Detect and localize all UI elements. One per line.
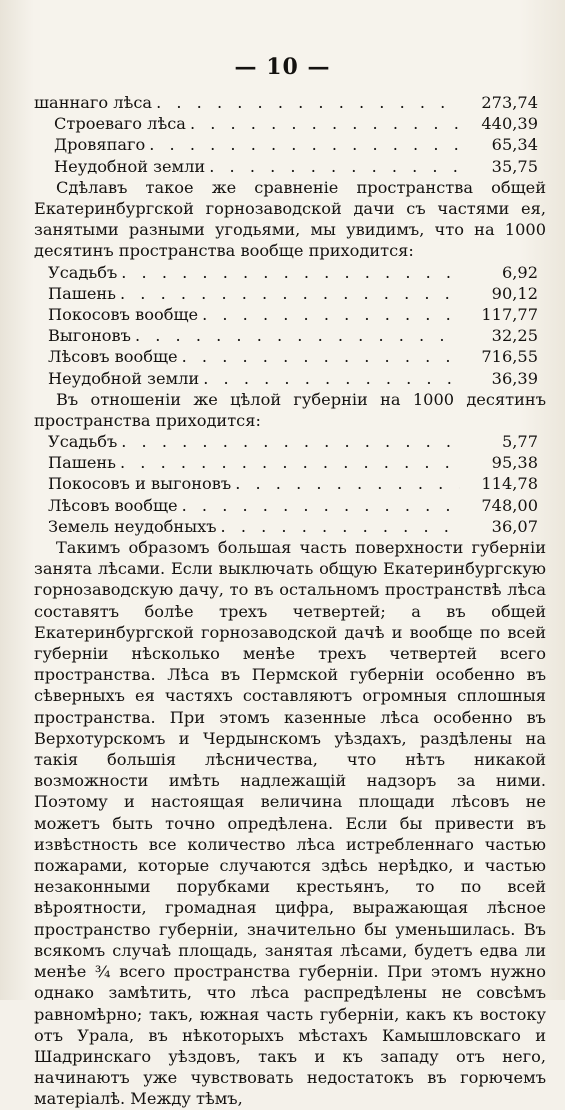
item-value: 36,07 [491,516,538,536]
leader-dots [209,156,460,177]
item-value: 440,39 [481,114,538,134]
page-number: — 10 — [234,54,331,80]
leader-dots [235,473,460,494]
item-value: 716,55 [481,347,538,367]
leader-dots [202,304,460,325]
list-ekaterinburg-dacha [34,262,546,389]
page-text [34,92,546,1110]
list-whole-province [34,431,546,537]
item-label: Покосовъ и выгоновъ [48,474,232,494]
item-label: Пашень [48,283,116,303]
item-label: Земель неудобныхъ [48,516,217,536]
list-item [34,134,546,155]
leader-dots [149,134,460,155]
list-item [34,113,546,134]
item-value: 748,00 [481,495,538,515]
leader-dots [190,113,460,134]
list-item [34,452,546,473]
item-label: Усадьбъ [48,432,118,452]
item-value: 117,77 [481,304,538,324]
leader-dots [182,495,460,516]
item-value: 273,74 [481,93,538,112]
list-item [34,431,546,452]
item-value: 32,25 [491,326,538,346]
leader-dots [182,346,460,367]
item-value: 6,92 [501,262,538,282]
paragraph-comparison: Сдѣлавъ такое же сравненіе пространства общей Екатеринбургской горнозаводской дачи съ частями ея, занятыми разными угодьями, мы увидимъ, что на 1000 десятинъ пространства вообще приходится: [34,177,546,261]
item-label: Выгоновъ [48,326,131,346]
item-label: Лѣсовъ вообще [48,495,178,515]
item-value: 5,77 [501,432,538,452]
item-value: 65,34 [491,135,538,155]
item-label: Лѣсовъ вообще [48,347,178,367]
item-value: 90,12 [491,283,538,303]
leader-dots [135,325,460,346]
leader-dots [156,92,460,113]
leader-dots [120,283,460,304]
item-label: Дровяпаго [54,135,146,155]
item-label: Неудобной земли [48,368,200,388]
list-forest-areas [34,92,546,177]
list-item [34,262,546,283]
item-value: 36,39 [491,368,538,388]
item-label: Усадьбъ [48,262,118,282]
item-value: 114,78 [481,474,538,494]
item-label: Пашень [48,453,116,473]
item-value: 35,75 [491,156,538,176]
item-value: 95,38 [491,453,538,473]
list-item [34,156,546,177]
list-item [34,346,546,367]
list-item [34,325,546,346]
list-item [34,516,546,537]
paragraph-forests: Такимъ образомъ большая часть поверхности губерніи занята лѣсами. Если выключать общую Екатеринбургскую горнозаводскую дачу, то въ остальномъ пространствѣ лѣса составятъ болѣе трехъ четвертей; а въ общей Екатеринбургской горнозаводской дачѣ и вообще по всей губерніи нѣсколько менѣе трехъ четвертей всего пространства. Лѣса въ Пермской губерніи особенно въ сѣверныхъ ея частяхъ составляютъ огромныя сплошныя пространства. При этомъ казенные лѣса особенно въ Верхотурскомъ и Чердынскомъ уѣздахъ, раздѣлены на такія большія лѣсничества, что нѣтъ никакой возможности имѣть надлежащій надзоръ за ними. Поэтому и настоящая величина площади лѣсовъ не можетъ быть точно опредѣлена. Если бы привести въ извѣстность все количество лѣса истребленнаго частью пожарами, которые случаются здѣсь нерѣдко, и частью незаконными порубками крестьянъ, то по всей вѣроятности, громадная цифра, выражающая лѣсное пространство губерніи, значительно бы уменьшилась. Въ всякомъ случаѣ площадь, занятая лѣсами, будетъ едва ли менѣе ¾ всего пространства губерніи. При этомъ нужно однако замѣтить, что лѣса распредѣлены не совсѣмъ равномѣрно; такъ, южная часть губерніи, какъ къ востоку отъ Урала, въ нѣкоторыхъ мѣстахъ Камышловскаго и Шадринскаго уѣздовъ, такъ и къ западу отъ него, начинаютъ уже чувствовать недостатокъ въ горючемъ матеріалѣ. Между тѣмъ, [34,538,546,1109]
paragraph-province: Въ отношеніи же цѣлой губерніи на 1000 десятинъ пространства приходится: [34,389,546,430]
list-item [34,92,546,113]
list-item [34,368,546,389]
leader-dots [203,368,460,389]
leader-dots [221,516,460,537]
leader-dots [120,452,460,473]
leader-dots [121,262,460,283]
item-label: Неудобной земли [54,156,206,176]
item-label: Покосовъ вообще [48,304,199,324]
item-label: шаннаго лѣса [34,93,153,112]
leader-dots [121,431,460,452]
list-item [34,283,546,304]
list-item [34,304,546,325]
item-label: Строеваго лѣса [54,114,186,134]
list-item [34,473,546,494]
list-item [34,495,546,516]
